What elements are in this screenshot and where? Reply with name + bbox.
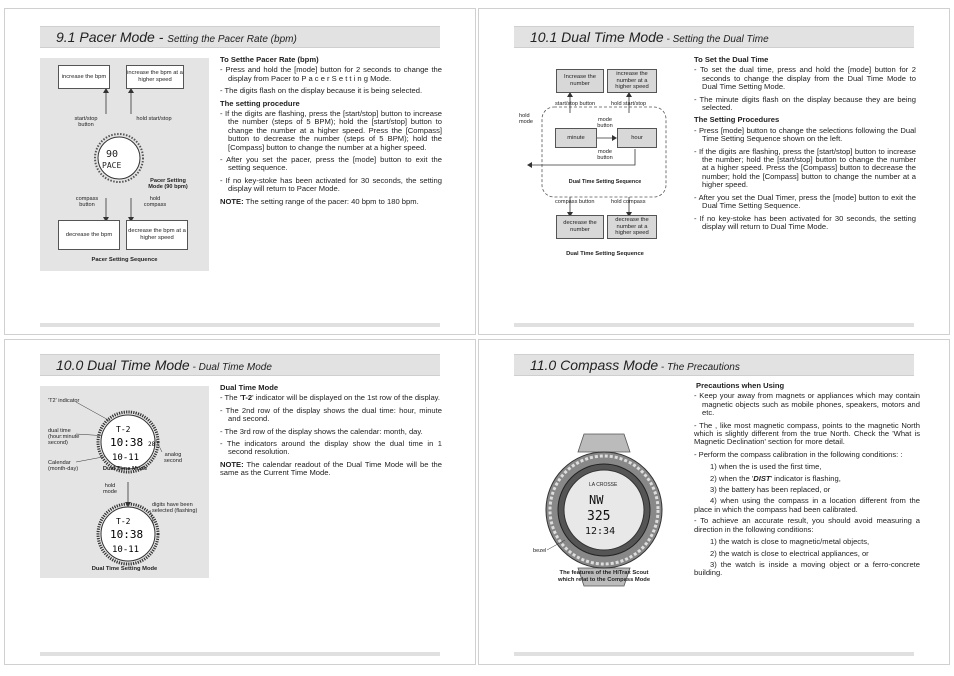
watch-brand: LA CROSSE [589,482,618,488]
watch-row1: T-2 [116,425,131,434]
dual-mode-text [220,384,442,482]
watch-seconds: 28 [148,441,156,448]
flashing-label: digits have been selected (flashing) [152,502,198,515]
watch-illustration [529,430,679,590]
paragraph: - To achieve an accurate result, you should avoid measuring a direction in the following conditions: [694,516,920,534]
section-title: 10.1 Dual Time Mode [530,29,664,45]
bezel-label: bezel [533,548,547,554]
dual-time-label: dual time (hour:minute second) [48,428,80,447]
section-header [514,26,914,48]
paragraph: - If the digits are flashing, press the [start/stop] button to increase the number; hold the [start/stop] button to change the number at a higher speed. Press the [Compass] button to decrease the number; hold the [Compass] button to change the number at a higher speed. [694,146,916,190]
section-header [514,354,914,376]
note-text: The setting range of the pacer: 40 bpm to 180 bpm. [243,196,419,206]
section-title: 11.0 Compass Mode [530,357,659,373]
section-subtitle: - Setting the Dual Time [663,34,769,45]
paragraph: - The indicators around the display show the dual time in 1 second resolution. [220,439,442,457]
paragraph: - The digits flash on the display because it is being selected. [220,86,423,96]
page-footer-bar [514,323,914,327]
hold-compass-label: hold compass [143,196,167,209]
section-subtitle: - Dual Time Mode [189,362,272,373]
paragraph: - After you set the Dual Timer, press the [mode] button to exit the Dual Time Setting Sequence. [694,192,916,211]
page-compass [478,339,950,665]
page-footer-bar [40,652,440,656]
decrease-box: decrease the number [556,215,604,239]
compass-button-label: compass button [75,196,99,209]
hold-mode-label: hold mode [519,113,533,126]
section-header [40,354,440,376]
section-subtitle: - The Precautions [658,362,740,373]
page-pacer [4,8,476,335]
page-dual-mode [4,339,476,665]
t2-indicator-label: 'T2' indicator [48,398,80,404]
section-title: 9.1 Pacer Mode - [56,29,168,45]
list-item: 1) when the is used the first time, [710,462,822,472]
heading: The Setting Procedures [694,115,780,125]
mode-label: Dual Time Mode [102,466,148,472]
watch-row3: 10-11 [112,545,140,555]
increase-fast-box: increase the number at a higher speed [607,69,657,93]
compass-watch-figure [529,430,679,590]
analog-second-label: analog second [163,452,183,465]
paragraph: - The 3rd row of the display shows the calendar: month, day. [220,426,423,436]
list-item: 3) the watch is inside a moving object or a ferro-concrete building. [694,559,920,578]
list-item [694,475,920,483]
text: - The ' [220,393,242,403]
section-subtitle: Setting the Pacer Rate (bpm) [167,34,297,45]
paragraph: - Press [mode] button to change the selections following the Dual Time Setting Sequence shown on the left. [694,125,916,144]
minute-box: minute [555,128,597,148]
mode-button-label: mode button [597,149,613,162]
figure-caption [529,570,679,585]
caption-line: which relat to the Compass Mode [557,577,651,584]
note-label: NOTE: [220,459,244,469]
paragraph: - The minute digits flash on the display because they are being selected. [694,94,916,113]
note [220,461,442,478]
watch-row3: 10-11 [112,453,140,463]
increase-fast-box: increase the bpm at a higher speed [126,65,184,89]
heading: The setting procedure [220,98,300,108]
section-title: 10.0 Dual Time Mode [56,357,190,373]
diagram-caption: Pacer Setting Sequence [91,257,158,263]
compass-button-label: compass button [555,199,595,205]
diagram-arrows [507,65,687,275]
paragraph: - Press and hold the [mode] button for 2 seconds to change the display from Pacer to P a c e r S e t t i n g Mode. [220,65,442,83]
t2-indicator: T-2 [241,393,253,403]
page-footer-bar [40,323,440,327]
paragraph: - To set the dual time, press and hold the [mode] button for 2 seconds to change the display from the Dual Time Mode to Dual Time Setting Mode. [694,65,916,92]
watch-bearing: 325 [587,509,611,524]
text: ' indicator is flashing, [770,473,841,483]
note-text: The calendar readout of the Dual Time Mode will be the same as the Current Time Mode. [220,459,442,478]
diagram-caption: Dual Time Setting Mode [91,566,158,572]
watch-time: 12:34 [585,526,616,537]
mode-button-label: mode button [597,117,613,130]
watch-direction: NW [589,493,604,507]
compass-text [694,382,920,581]
decrease-fast-box: decrease the bpm at a higher speed [126,220,188,250]
paragraph: - If the digits are flashing, press the [start/stop] button to increase the number (steps of 5 BPM); hold the [start/stop] button to change the number at a higher speed. Press the [Compass] button to decrease the number (steps of 5 BPM); hold the [Compass] button to change the number at a higher speed. [220,109,442,152]
decrease-box: decrease the bpm [58,220,120,250]
note [220,198,442,206]
heading: To Set the Dual Time [694,55,769,64]
diagram-caption: Dual Time Setting Sequence [566,251,644,257]
decrease-fast-box: decrease the number at a higher speed [607,215,657,239]
dual-setting-text [694,56,916,235]
paragraph: - The 2nd row of the display shows the dual time: hour, minute and second. [220,405,442,424]
caption-line: The features of the HiTrax Scout [559,570,649,576]
start-stop-label: start/stop button [74,116,98,129]
page-footer-bar [514,652,914,656]
calendar-label: Calendar (month-day) [48,460,79,473]
watch-row1: T-2 [116,517,131,526]
pacer-text [220,56,442,210]
text: ' indicator will be displayed on the 1st row of the display. [252,393,441,403]
hold-start-stop-label: hold start/stop [136,116,172,122]
list-item: 4) when using the compass in a location different from the place in which the compass had been calibrated. [694,496,920,514]
dual-mode-diagram [40,386,209,578]
paragraph [220,394,442,402]
watch-digits-mid: PACE [102,161,122,170]
paragraph: - After you set the pacer, press the [mode] button to exit the setting sequence. [220,155,442,173]
hold-mode-label: hold mode [103,483,117,496]
page-dual-setting [478,8,950,335]
diagram-watches [40,386,209,578]
list-item: 2) the watch is close to electrical appliances, or [710,548,869,558]
hour-box: hour [617,128,657,148]
paragraph: - Keep your away from magnets or appliances which may contain magnetic objects such as mobile phones, speakers, motors and etc. [694,391,920,418]
list-item: 1) the watch is close to magnetic/metal objects, [710,537,870,547]
paragraph: - The , like most magnetic compass, points to the magnetic North which is slightly different from the true North. Check the 'What is Magnetic Declination' section for more detail. [694,420,920,447]
section-header [40,26,440,48]
heading: Dual Time Mode [220,383,279,392]
start-stop-label: start/stop button [555,101,596,107]
increase-box: increase the bpm [58,65,110,89]
paragraph: - If no key-stoke has been activated for 30 seconds, the setting display will return to Pacer Mode. [220,175,442,194]
increase-box: Increase the number [556,69,604,93]
dist-indicator: DIST [753,473,771,483]
watch-digits-top: 90 [106,149,119,160]
pacer-diagram [40,58,209,271]
heading: Precautions when Using [696,381,785,390]
paragraph: - Perform the compass calibration in the following conditions: : [694,449,903,459]
pacer-mode-label: Pacer Setting Mode (90 bpm) [148,178,188,191]
note-label: NOTE: [220,196,244,206]
hold-compass-label: hold compass [611,199,646,205]
watch-row2: 10:38 [110,436,144,449]
dual-setting-diagram [507,65,687,275]
heading: To Setthe Pacer Rate (bpm) [220,55,319,64]
sequence-label: Dual Time Setting Sequence [568,179,642,185]
list-item: 3) the battery has been replaced, or [710,485,831,495]
hold-start-stop-label: hold start/stop [611,101,647,107]
paragraph: - If no key-stoke has been activated for 30 seconds, the setting display will return to Dual Time Mode. [694,213,916,231]
watch-row2: 10:38 [110,528,144,541]
text: 2) when the ' [710,473,754,483]
